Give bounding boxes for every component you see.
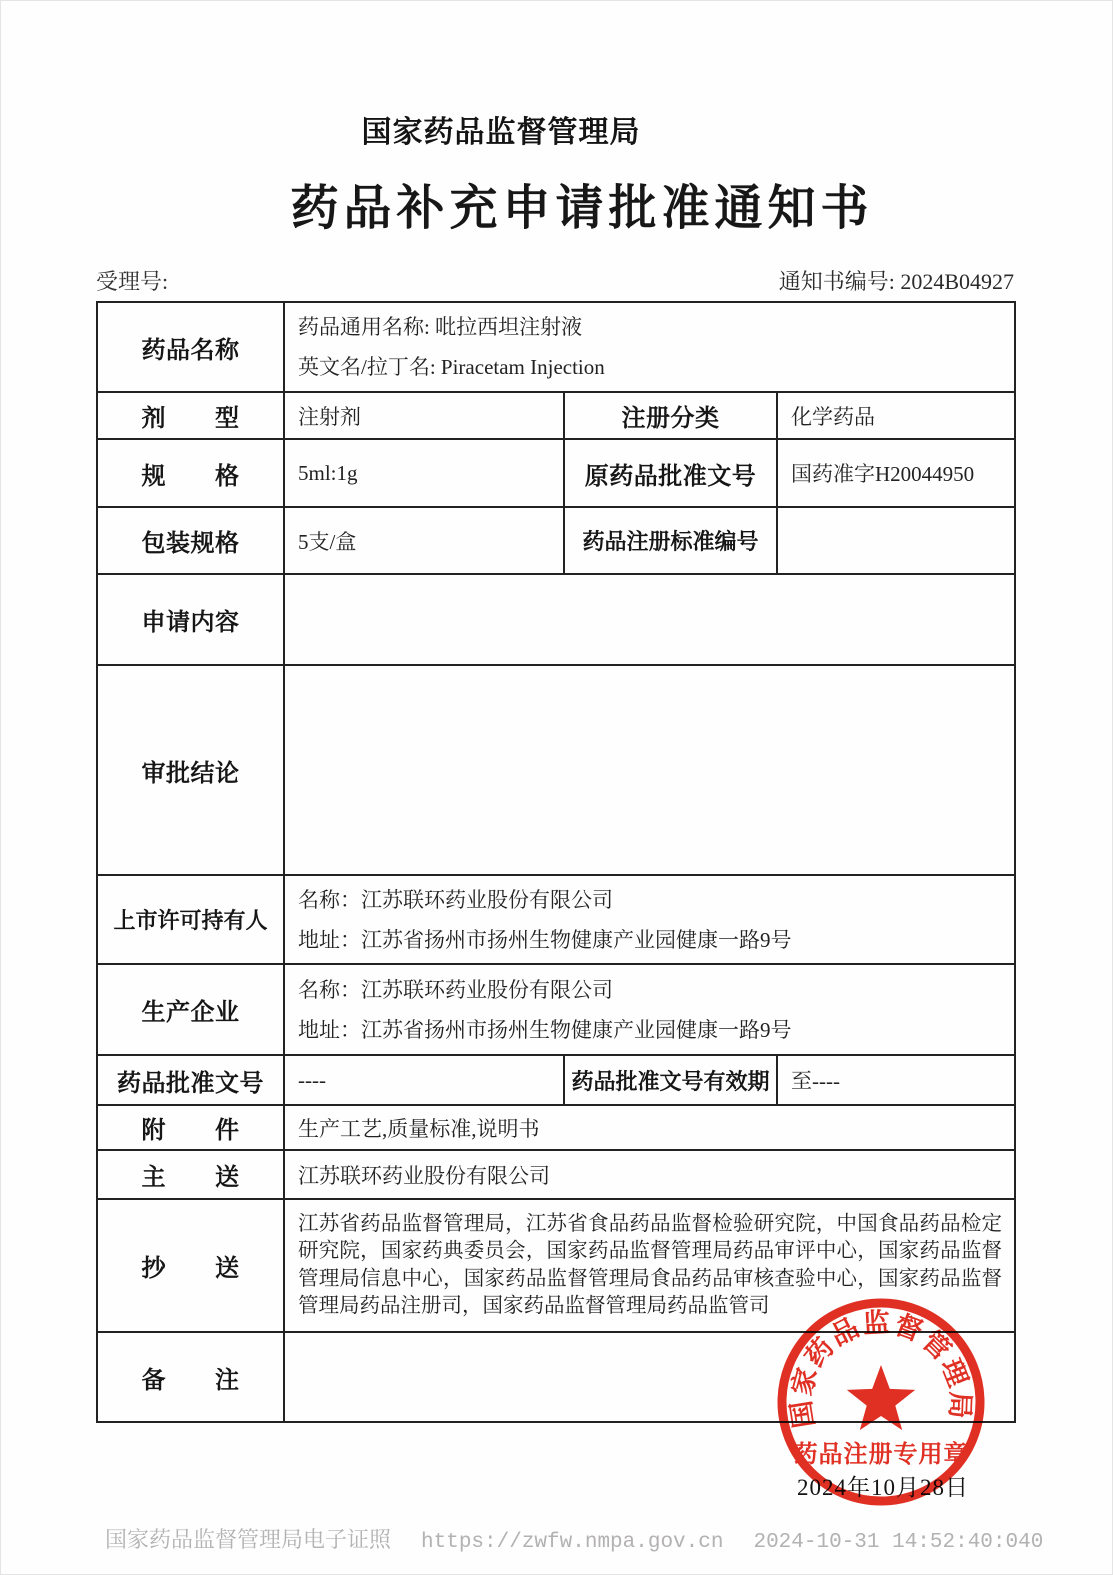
original-approval-no-value: 国药准字H20044950: [777, 439, 1015, 507]
license-holder-label: 上市许可持有人: [97, 875, 284, 964]
agency-title: 国家药品监督管理局: [361, 116, 641, 149]
row-package-spec: [97, 507, 1015, 574]
registration-class-value: 化学药品: [777, 392, 1015, 439]
registration-standard-no-value: [777, 507, 1015, 574]
approval-conclusion-label: 审批结论: [97, 665, 284, 875]
main-recipient-value: 江苏联环药业股份有限公司: [284, 1150, 1015, 1199]
footer-url: https://zwfw.nmpa.gov.cn: [421, 1531, 724, 1554]
package-spec-label: 包装规格: [97, 507, 284, 574]
english-name-line: 英文名/拉丁名: Piracetam Injection: [298, 355, 605, 379]
manufacturer-cell: [284, 964, 1015, 1055]
stamp-graphic: [773, 1294, 989, 1510]
manufacturer-label: 生产企业: [97, 964, 284, 1055]
footer-timestamp: 2024-10-31 14:52:40:040: [753, 1531, 1044, 1554]
dosage-form-label: 剂 型: [97, 392, 284, 439]
notice-number: [779, 265, 1014, 296]
document-title: 药品补充申请批准通知书: [290, 182, 874, 235]
attachments-label: 附 件: [97, 1105, 284, 1150]
official-stamp: [773, 1294, 989, 1510]
row-manufacturer: [97, 964, 1015, 1055]
notice-number-label: 通知书编号:: [778, 269, 895, 294]
specification-label: 规 格: [97, 439, 284, 507]
package-spec-value: 5支/盒: [284, 507, 564, 574]
approval-table: [96, 301, 1016, 1423]
stamp-bottom-text: 药品注册专用章: [793, 1441, 969, 1468]
row-specification: [97, 439, 1015, 507]
acceptance-number-label: 受理号:: [96, 269, 169, 294]
drug-approval-no-label: 药品批准文号: [97, 1055, 284, 1105]
approval-no-validity-value: 至----: [777, 1055, 1015, 1105]
license-holder-name-line: 名称：江苏联环药业股份有限公司: [298, 887, 613, 912]
cc-label: 抄 送: [97, 1199, 284, 1332]
notice-number-value: 2024B04927: [900, 269, 1014, 294]
main-recipient-label: 主 送: [97, 1150, 284, 1199]
approval-conclusion-value: [284, 665, 1015, 875]
drug-name-label: 药品名称: [97, 302, 284, 392]
stamp-ring-text: 国家药品监督管理局: [786, 1307, 976, 1430]
specification-value: 5ml:1g: [284, 439, 564, 507]
footer-issuer: 国家药品监督管理局电子证照: [105, 1527, 392, 1552]
row-dosage-form: [97, 392, 1015, 439]
original-approval-no-label: 原药品批准文号: [564, 439, 777, 507]
registration-class-label: 注册分类: [564, 392, 777, 439]
application-content-value: [284, 574, 1015, 665]
drug-name-cell: [284, 302, 1015, 392]
cc-value: 江苏省药品监督管理局，江苏省食品药品监督检验研究院，中国食品药品检定研究院，国家药典委员会，国家药品监督管理局药品审评中心，国家药品监督管理局信息中心，国家药品监督管理局食品药品审核查验中心，国家药品监督管理局药品注册司，国家药品监督管理局药品监管司: [284, 1199, 1015, 1332]
generic-name-line: 药品通用名称: 吡拉西坦注射液: [298, 315, 583, 339]
row-attachments: [97, 1105, 1015, 1150]
application-content-label: 申请内容: [97, 574, 284, 665]
row-approval-conclusion: [97, 665, 1015, 875]
footer: [105, 1523, 1065, 1554]
approval-no-validity-label: 药品批准文号有效期: [564, 1055, 777, 1105]
star-icon: [847, 1365, 915, 1430]
row-main-recipient: [97, 1150, 1015, 1199]
drug-approval-no-value: ----: [284, 1055, 564, 1105]
dosage-form-value: 注射剂: [284, 392, 564, 439]
row-application-content: [97, 574, 1015, 665]
meta-row: [96, 265, 1014, 296]
remarks-label: 备 注: [97, 1332, 284, 1422]
row-drug-approval-no: [97, 1055, 1015, 1105]
manufacturer-name-line: 名称：江苏联环药业股份有限公司: [298, 977, 613, 1002]
registration-standard-no-label: 药品注册标准编号: [564, 507, 777, 574]
row-drug-name: [97, 302, 1015, 392]
stamp-date: 2024年10月28日: [797, 1475, 969, 1500]
license-holder-address-line: 地址：江苏省扬州市扬州生物健康产业园健康一路9号: [298, 927, 792, 952]
manufacturer-address-line: 地址：江苏省扬州市扬州生物健康产业园健康一路9号: [298, 1017, 792, 1042]
attachments-value: 生产工艺,质量标准,说明书: [284, 1105, 1015, 1150]
license-holder-cell: [284, 875, 1015, 964]
row-license-holder: [97, 875, 1015, 964]
